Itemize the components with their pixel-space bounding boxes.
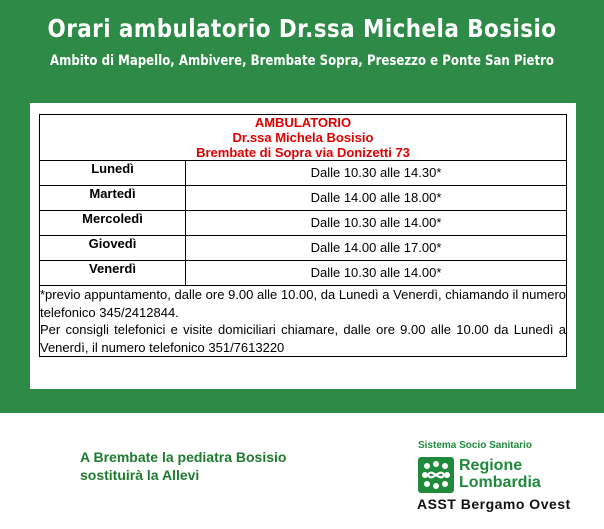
hours-cell: Dalle 14.00 alle 18.00* bbox=[186, 186, 567, 211]
caption-line-1: A Brembate la pediatra Bosisio bbox=[80, 449, 287, 465]
schedule-heading bbox=[40, 115, 567, 161]
appointment-note: *previo appuntamento, dalle ore 9.00 alle 10.00, da Lunedì a Venerdì, chiamando il numero telefonico 345/2412844. bbox=[40, 287, 566, 320]
table-row bbox=[40, 236, 567, 261]
schedule-table bbox=[39, 114, 567, 357]
logo-region-line-1: Regione bbox=[459, 457, 523, 474]
logo-region-line-2: Lombardia bbox=[459, 474, 541, 491]
notes-cell bbox=[40, 286, 567, 357]
schedule-heading-row bbox=[40, 115, 567, 161]
page-title: Orari ambulatorio Dr.ssa Michela Bosisio bbox=[47, 14, 557, 43]
logo-system-label: Sistema Socio Sanitario bbox=[418, 440, 532, 451]
regione-lombardia-logo bbox=[414, 440, 594, 525]
logo-asst-label: ASST Bergamo Ovest bbox=[417, 496, 571, 512]
day-cell: Giovedì bbox=[40, 236, 186, 261]
caption-line-2: sostituirà la Allevi bbox=[80, 467, 200, 483]
hours-cell: Dalle 14.00 alle 17.00* bbox=[186, 236, 567, 261]
news-caption bbox=[80, 448, 286, 484]
table-row bbox=[40, 261, 567, 286]
logo-region-name bbox=[459, 457, 541, 491]
day-cell: Mercoledì bbox=[40, 211, 186, 236]
table-row bbox=[40, 211, 567, 236]
table-row bbox=[40, 161, 567, 186]
hours-cell: Dalle 10.30 alle 14.00* bbox=[186, 211, 567, 236]
schedule-card bbox=[30, 103, 576, 389]
day-cell: Martedì bbox=[40, 186, 186, 211]
notes-row bbox=[40, 286, 567, 357]
hours-cell: Dalle 10.30 alle 14.30* bbox=[186, 161, 567, 186]
day-cell: Venerdì bbox=[40, 261, 186, 286]
table-row bbox=[40, 186, 567, 211]
day-cell: Lunedì bbox=[40, 161, 186, 186]
heading-line-2: Dr.ssa Michela Bosisio bbox=[232, 130, 374, 145]
page-subtitle: Ambito di Mapello, Ambivere, Brembate Sopra, Presezzo e Ponte San Pietro bbox=[49, 53, 555, 69]
rosa-camuna-icon bbox=[418, 457, 454, 493]
hours-cell: Dalle 10.30 alle 14.00* bbox=[186, 261, 567, 286]
heading-line-1: AMBULATORIO bbox=[254, 115, 352, 130]
phone-note: Per consigli telefonici e visite domiciliari chiamare, dalle ore 9.00 alle 10.00 da Lunedì a Venerdì, il numero telefonico 351/7613220 bbox=[40, 322, 566, 355]
heading-line-3: Brembate di Sopra via Donizetti 73 bbox=[196, 145, 410, 160]
